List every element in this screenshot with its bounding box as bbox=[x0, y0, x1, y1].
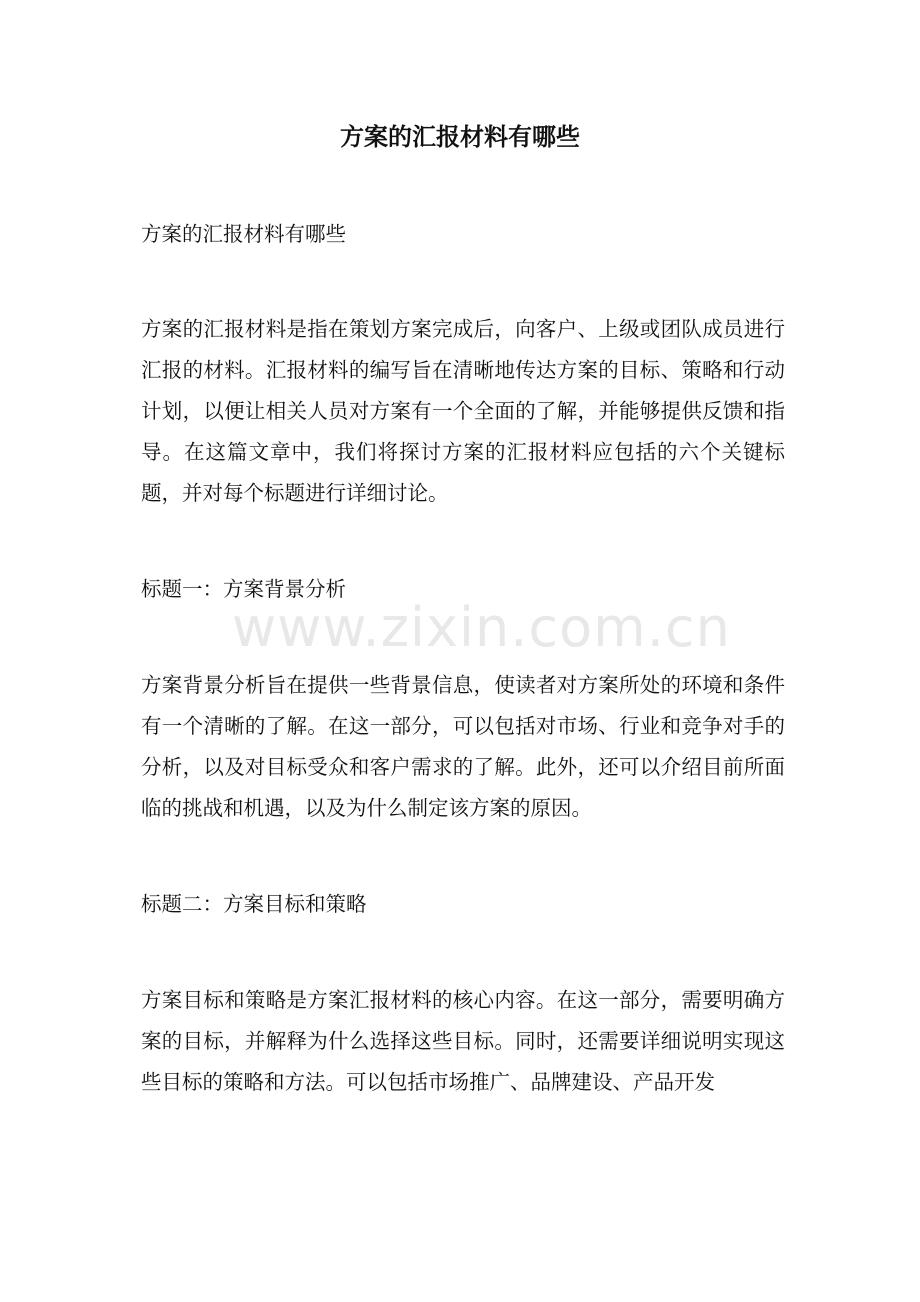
spacer bbox=[141, 829, 785, 884]
intro-paragraph: 方案的汇报材料是指在策划方案完成后，向客户、上级或团队成员进行汇报的材料。汇报材料的编写旨在清晰地传达方案的目标、策略和行动计划，以便让相关人员对方案有一个全面的了解，并能够提供反馈和指导。在这篇文章中，我们将探讨方案的汇报材料应包括的六个关键标题，并对每个标题进行详细讨论。 bbox=[141, 317, 785, 505]
spacer bbox=[141, 610, 785, 665]
section-heading-1: 标题一：方案背景分析 bbox=[141, 577, 346, 601]
spacer bbox=[141, 514, 785, 569]
spacer bbox=[141, 255, 785, 309]
section-paragraph-1: 方案背景分析旨在提供一些背景信息，使读者对方案所处的环境和条件有一个清晰的了解。在这一部分，可以包括对市场、行业和竞争对手的分析，以及对目标受众和客户需求的了解。此外，还可以介绍目前所面临的挑战和机遇，以及为什么制定该方案的原因。 bbox=[141, 673, 785, 820]
section-heading-2: 标题二：方案目标和策略 bbox=[141, 892, 367, 916]
document-body bbox=[141, 214, 785, 1103]
section-paragraph-2: 方案目标和策略是方案汇报材料的核心内容。在这一部分，需要明确方案的目标，并解释为什么选择这些目标。同时，还需要详细说明实现这些目标的策略和方法。可以包括市场推广、品牌建设、产品开发 bbox=[141, 988, 785, 1094]
document-subtitle: 方案的汇报材料有哪些 bbox=[141, 222, 346, 246]
document-title: 方案的汇报材料有哪些 bbox=[340, 122, 580, 151]
spacer bbox=[141, 925, 785, 980]
watermark: www.zixin.com.cn bbox=[232, 596, 731, 659]
